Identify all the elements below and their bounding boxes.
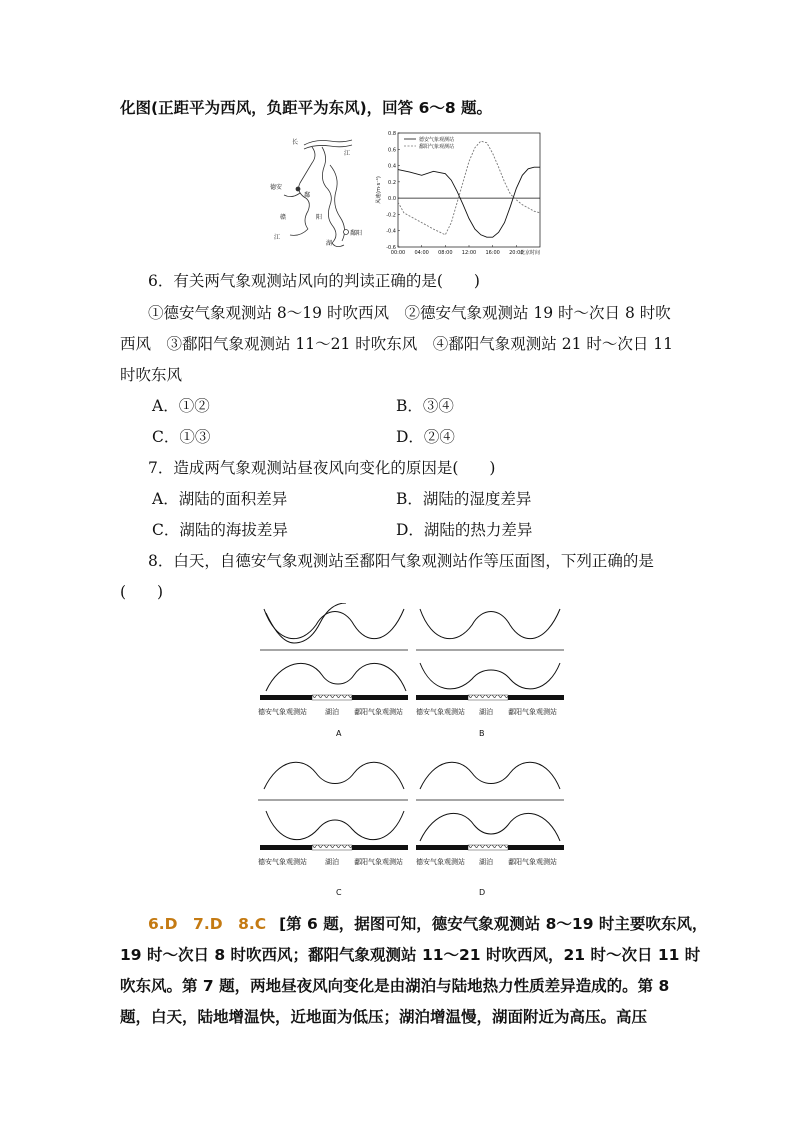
answer-text-line4: 题，白天，陆地增温快，近地面为低压；湖泊增温慢，湖面附近为高压。高压 bbox=[120, 1008, 648, 1026]
panel-b-letter: B bbox=[479, 729, 485, 738]
panel-b[interactable] bbox=[416, 609, 564, 700]
y-tick-label: 0.6 bbox=[388, 147, 396, 154]
q6-body-line2: 西风 ③鄱阳气象观测站 11～21 时吹东风 ④鄱阳气象观测站 21 时～次日 11 bbox=[120, 335, 674, 353]
poyang-lake-map bbox=[284, 140, 352, 247]
q8-stem: 8．白天，自德安气象观测站至鄱阳气象观测站作等压面图，下列正确的是 bbox=[148, 552, 654, 570]
series-dean-line bbox=[398, 167, 540, 237]
y-tick-label: -0.6 bbox=[386, 245, 396, 251]
figure-map-chart bbox=[260, 125, 550, 260]
panel-c-label-right: 鄱阳气象观测站 bbox=[354, 858, 403, 866]
q7-option-d[interactable]: D．湖陆的热力差异 bbox=[396, 521, 533, 539]
x-tick-label: 04:00 bbox=[414, 250, 429, 256]
legend-label: 鄱阳气象观测站 bbox=[419, 144, 455, 150]
q7-option-b[interactable]: B．湖陆的湿度差异 bbox=[396, 490, 532, 508]
x-tick-label: 08:00 bbox=[438, 250, 453, 256]
q7-stem: 7．造成两气象观测站昼夜风向变化的原因是( ) bbox=[148, 459, 496, 477]
panel-b-label-right: 鄱阳气象观测站 bbox=[508, 708, 557, 716]
q6-option-c[interactable]: C．①③ bbox=[152, 428, 211, 446]
y-axis-label: 风速(m·s⁻¹) bbox=[376, 176, 382, 204]
legend-label: 德安气象观测站 bbox=[419, 137, 455, 143]
q6-stem: 6．有关两气象观测站风向的判读正确的是( ) bbox=[148, 272, 480, 290]
q6-option-d[interactable]: D．②④ bbox=[396, 428, 455, 446]
x-tick-label: 12:00 bbox=[461, 250, 477, 256]
series-poyang-line bbox=[398, 141, 540, 235]
x-axis-label: 北京时间 bbox=[519, 250, 540, 256]
panel-c[interactable] bbox=[258, 762, 408, 850]
answer-keys: 6.D 7.D 8.C bbox=[148, 915, 267, 933]
map-label-jiang-top: 江 bbox=[344, 150, 351, 157]
panel-c-letter: C bbox=[336, 888, 342, 897]
panel-b-label-left: 德安气象观测站 bbox=[416, 708, 465, 716]
panel-d[interactable] bbox=[416, 762, 564, 850]
y-tick-label: 0.8 bbox=[388, 131, 396, 137]
q6-body-line3: 时吹东风 bbox=[120, 366, 183, 384]
y-tick-label: 0.0 bbox=[388, 196, 396, 203]
q6-option-b[interactable]: B．③④ bbox=[396, 397, 454, 415]
y-tick-label: -0.4 bbox=[386, 228, 396, 235]
y-tick-label: -0.2 bbox=[386, 212, 396, 219]
panel-c-label-middle: 湖泊 bbox=[325, 858, 339, 866]
panel-b-label-middle: 湖泊 bbox=[479, 708, 493, 716]
panel-d-label-right: 鄱阳气象观测站 bbox=[508, 858, 557, 866]
panel-d-label-middle: 湖泊 bbox=[479, 858, 493, 866]
panel-d-label-left: 德安气象观测站 bbox=[416, 858, 465, 866]
panel-a-letter: A bbox=[336, 729, 342, 738]
map-label-chang: 长 bbox=[292, 139, 299, 146]
q8-stem-cont: ( ) bbox=[120, 583, 164, 601]
q7-option-a[interactable]: A．湖陆的面积差异 bbox=[152, 490, 288, 508]
answer-text-line3: 吹东风。第 7 题，两地昼夜风向变化是由湖泊与陆地热力性质差异造成的。第 8 bbox=[120, 977, 670, 995]
map-label-poyang-station: 鄱阳 bbox=[350, 230, 363, 237]
map-label-gan: 赣 bbox=[280, 214, 287, 221]
y-tick-label: 0.2 bbox=[388, 179, 396, 186]
map-label-yang: 阳 bbox=[316, 214, 323, 221]
isobar-diagrams bbox=[250, 603, 570, 903]
y-tick-label: 0.4 bbox=[388, 163, 396, 170]
chart-frame bbox=[398, 133, 540, 247]
wind-chart bbox=[375, 131, 540, 256]
map-label-hu: 湖 bbox=[326, 240, 333, 247]
intro-text: 化图(正距平为西风，负距平为东风)，回答 6～8 题。 bbox=[120, 99, 493, 117]
map-label-dean: 德安 bbox=[270, 184, 283, 191]
answer-line1 bbox=[148, 912, 707, 934]
x-tick-label: 00:00 bbox=[390, 250, 406, 256]
q7-option-c[interactable]: C．湖陆的海拔差异 bbox=[152, 521, 288, 539]
panel-a[interactable] bbox=[260, 603, 408, 700]
answer-text-line2: 19 时～次日 8 时吹西风；鄱阳气象观测站 11～21 时吹西风，21 时～次日 11 时 bbox=[120, 946, 701, 964]
q6-body-line1: ①德安气象观测站 8～19 时吹西风 ②德安气象观测站 19 时～次日 8 时吹 bbox=[148, 304, 671, 322]
panel-a-label-right: 鄱阳气象观测站 bbox=[354, 708, 403, 716]
panel-c-label-left: 德安气象观测站 bbox=[258, 858, 307, 866]
q6-option-a[interactable]: A．①② bbox=[152, 397, 210, 415]
x-tick-label: 20:00 bbox=[509, 250, 524, 256]
x-tick-label: 16:00 bbox=[485, 250, 500, 256]
map-label-po: 鄱 bbox=[304, 192, 311, 199]
panel-a-label-middle: 湖泊 bbox=[325, 708, 339, 716]
map-label-jiang-left: 江 bbox=[274, 234, 281, 241]
panel-d-letter: D bbox=[479, 888, 486, 897]
panel-a-label-left: 德安气象观测站 bbox=[258, 708, 307, 716]
answer-text-line1: [第 6 题，据图可知，德安气象观测站 8～19 时主要吹东风， bbox=[279, 915, 708, 933]
